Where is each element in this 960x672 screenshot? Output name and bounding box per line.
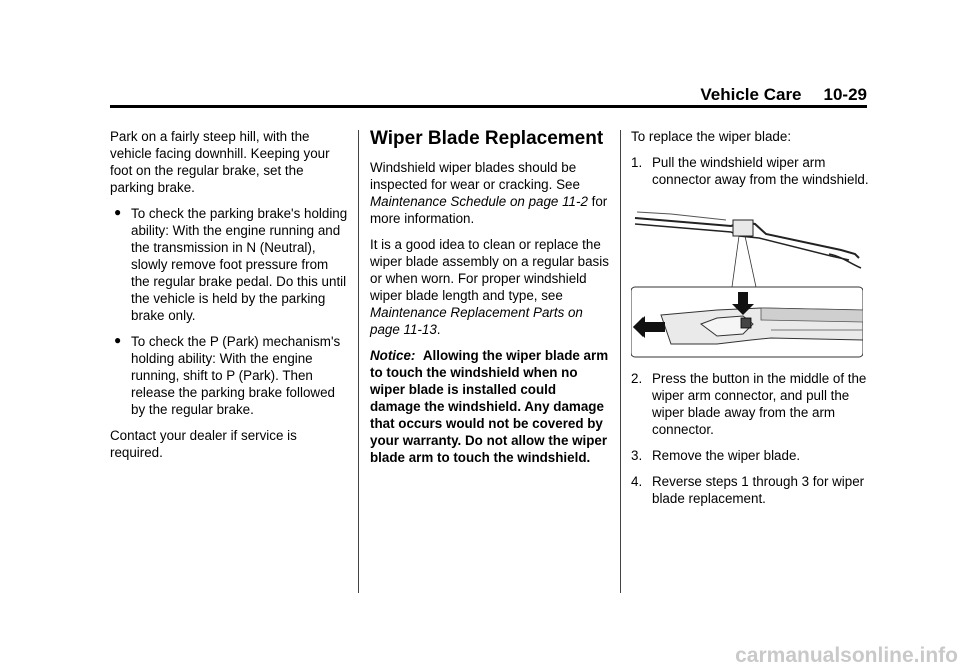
- text-run: It is a good idea to clean or replace the wiper blade assembly on a regular basis or when worn. For proper windshield wiper blade length and type, see: [370, 237, 609, 303]
- wiper-blade-figure: [631, 198, 863, 358]
- cross-reference-link[interactable]: Maintenance Schedule on page 11-2: [370, 194, 588, 209]
- notice-label: Notice:: [370, 348, 416, 363]
- step-text: Pull the windshield wiper arm connector away from the windshield.: [652, 155, 869, 187]
- column-divider-1: [358, 130, 359, 593]
- column-1: [110, 128, 350, 470]
- wiper-blade-illustration: [631, 198, 863, 358]
- paragraph-inspection: [370, 159, 610, 227]
- step-item: [631, 473, 871, 507]
- intro-paragraph: Park on a fairly steep hill, with the vehicle facing downhill. Keeping your foot on the regular brake, set the parking brake.: [110, 129, 330, 195]
- step-number: 1.: [631, 155, 643, 170]
- text-run: for more information.: [370, 194, 608, 226]
- section-heading: Wiper Blade Replacement: [370, 128, 604, 149]
- section-title: Vehicle Care: [700, 85, 802, 104]
- notice-text: Allowing the wiper blade arm to touch the windshield when no wiper blade is installed could damage the windshield. Any damage that occurs would not be covered by your warranty. Do not allow the wiper blade arm to touch the windshield.: [370, 348, 609, 465]
- step-item: [631, 154, 871, 188]
- bullet-text: To check the parking brake's holding ability: With the engine running and the transmission in N (Neutral), slowly remove foot pressure from the regular brake pedal. Do this until the vehicle is held by the parking brake only.: [131, 206, 348, 323]
- step-item: [631, 370, 871, 438]
- page-header: [110, 85, 867, 105]
- step-item: [631, 447, 871, 464]
- text-run: Windshield wiper blades should be inspected for wear or cracking. See: [370, 160, 580, 192]
- bullet-dot-icon: ●: [114, 205, 122, 219]
- bullet-text: To check the P (Park) mechanism's holding ability: With the engine running, shift to P (Park). Then release the parking brake followed by the regular brake.: [131, 334, 341, 417]
- column-3: [631, 128, 871, 516]
- cross-reference-link[interactable]: Maintenance Replacement Parts on page 11-13: [370, 305, 583, 337]
- bullet-dot-icon: ●: [114, 333, 122, 347]
- step-text: Press the button in the middle of the wiper arm connector, and pull the wiper blade away from the arm connector.: [652, 371, 867, 437]
- step-number: 2.: [631, 371, 643, 386]
- header-rule: [110, 105, 867, 108]
- paragraph-replacement: [370, 236, 610, 338]
- watermark: carmanualsonline.info: [735, 644, 958, 667]
- step-number: 4.: [631, 474, 643, 489]
- bullet-item: [110, 333, 350, 418]
- steps-intro: To replace the wiper blade:: [631, 129, 792, 144]
- step-number: 3.: [631, 448, 643, 463]
- step-text: Reverse steps 1 through 3 for wiper blade replacement.: [652, 474, 865, 506]
- text-run: .: [436, 322, 441, 337]
- page-number: 10-29: [823, 85, 867, 104]
- step-text: Remove the wiper blade.: [652, 448, 801, 463]
- bullet-item: [110, 205, 350, 324]
- notice-paragraph: [370, 347, 610, 466]
- column-divider-2: [620, 130, 621, 593]
- outro-paragraph: Contact your dealer if service is required.: [110, 428, 297, 460]
- column-2: [370, 128, 610, 475]
